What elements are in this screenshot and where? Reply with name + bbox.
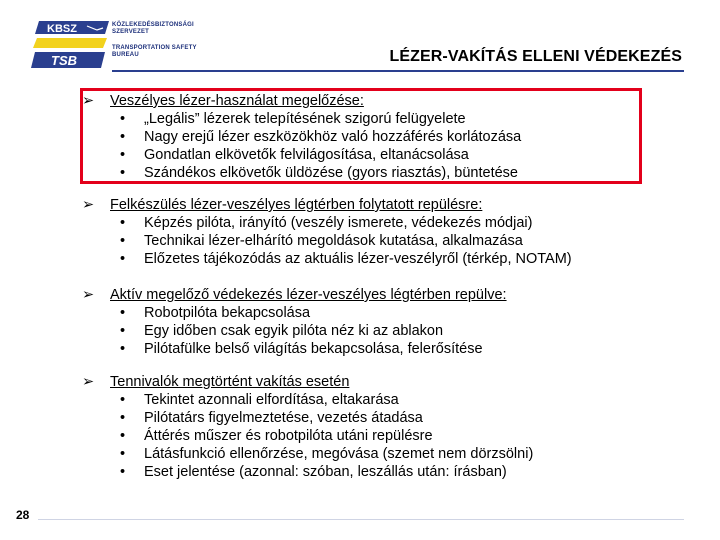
list-item: • Robotpilóta bekapcsolása xyxy=(120,305,311,321)
list-item: • Szándékos elkövetők üldözése (gyors riasztás), büntetése xyxy=(120,165,518,181)
bullet-dot-icon: • xyxy=(120,392,126,408)
logo-top-text: KBSZ xyxy=(47,23,77,35)
bullet-dot-icon: • xyxy=(120,305,126,321)
arrow-bullet-icon: ➢ xyxy=(82,93,95,109)
section-heading-text: Aktív megelőző védekezés lézer-veszélyes légtérben repülve: xyxy=(110,287,507,303)
bullet-dot-icon: • xyxy=(120,323,126,339)
bullet-list xyxy=(82,391,702,481)
section-heading xyxy=(82,373,702,391)
bullet-dot-icon: • xyxy=(120,165,126,181)
list-item: • Tekintet azonnali elfordítása, eltakarása xyxy=(120,392,399,408)
arrow-bullet-icon: ➢ xyxy=(82,197,95,213)
section-heading-text: Tennivalók megtörtént vakítás esetén xyxy=(110,374,350,390)
section-active-defense xyxy=(82,286,702,358)
logo-bottom-text: TSB xyxy=(51,53,77,68)
list-item: • Egy időben csak egyik pilóta néz ki az ablakon xyxy=(120,323,444,339)
list-item: • Eset jelentése (azonnal: szóban, leszállás után: írásban) xyxy=(120,464,507,480)
bullet-dot-icon: • xyxy=(120,111,126,127)
bullet-dot-icon: • xyxy=(120,233,126,249)
bullet-dot-icon: • xyxy=(120,129,126,145)
list-item: • Látásfunkció ellenőrzése, megóvása (szemet nem dörzsölni) xyxy=(120,446,534,462)
list-item: • Gondatlan elkövetők felvilágosítása, eltanácsolása xyxy=(120,147,469,163)
section-preparation xyxy=(82,196,702,268)
section-after-incident xyxy=(82,373,702,481)
list-item: • Előzetes tájékozódás az aktuális lézer-veszélyről (térkép, NOTAM) xyxy=(120,251,572,267)
list-item: • Nagy erejű lézer eszközökhöz való hozzáférés korlátozása xyxy=(120,129,522,145)
bullet-dot-icon: • xyxy=(120,251,126,267)
highlight-box xyxy=(80,88,642,184)
kbsz-tsb-logo xyxy=(31,18,112,72)
section-heading-text: Veszélyes lézer-használat megelőzése: xyxy=(110,93,364,109)
bullet-dot-icon: • xyxy=(120,410,126,426)
section-heading xyxy=(82,286,702,304)
bullet-list xyxy=(82,214,702,268)
arrow-bullet-icon: ➢ xyxy=(82,374,95,390)
header-divider xyxy=(112,70,684,72)
org-name-block xyxy=(112,22,197,59)
org-line-hu-1: KÖZLEKEDÉSBIZTONSÁGI xyxy=(112,22,194,28)
list-item: • Pilótafülke belső világítás bekapcsolása, felerősítése xyxy=(120,341,483,357)
section-heading xyxy=(82,196,702,214)
bullet-dot-icon: • xyxy=(120,428,126,444)
kbsz-tsb-logo-graphic xyxy=(31,18,112,72)
list-item: • Áttérés műszer és robotpilóta utáni repülésre xyxy=(120,428,433,444)
org-line-en-1: TRANSPORTATION SAFETY xyxy=(112,45,197,51)
bullet-dot-icon: • xyxy=(120,147,126,163)
arrow-bullet-icon: ➢ xyxy=(82,287,95,303)
list-item: • Pilótatárs figyelmeztetése, vezetés átadása xyxy=(120,410,423,426)
bullet-dot-icon: • xyxy=(120,215,126,231)
bullet-dot-icon: • xyxy=(120,464,126,480)
org-line-hu-2: SZERVEZET xyxy=(112,29,150,35)
page-number: 28 xyxy=(16,508,30,522)
footer-divider xyxy=(38,519,684,520)
slide-title: LÉZER-VAKÍTÁS ELLENI VÉDEKEZÉS xyxy=(389,48,682,65)
bullet-dot-icon: • xyxy=(120,446,126,462)
org-line-en-2: BUREAU xyxy=(112,52,139,58)
list-item: • „Legális” lézerek telepítésének szigorú felügyelete xyxy=(120,111,466,127)
list-item: • Képzés pilóta, irányító (veszély ismerete, védekezés módjai) xyxy=(120,215,533,231)
bullet-dot-icon: • xyxy=(120,341,126,357)
section-heading-text: Felkészülés lézer-veszélyes légtérben folytatott repülésre: xyxy=(110,197,483,213)
list-item: • Technikai lézer-elhárító megoldások kutatása, alkalmazása xyxy=(120,233,523,249)
bullet-list xyxy=(82,304,702,358)
